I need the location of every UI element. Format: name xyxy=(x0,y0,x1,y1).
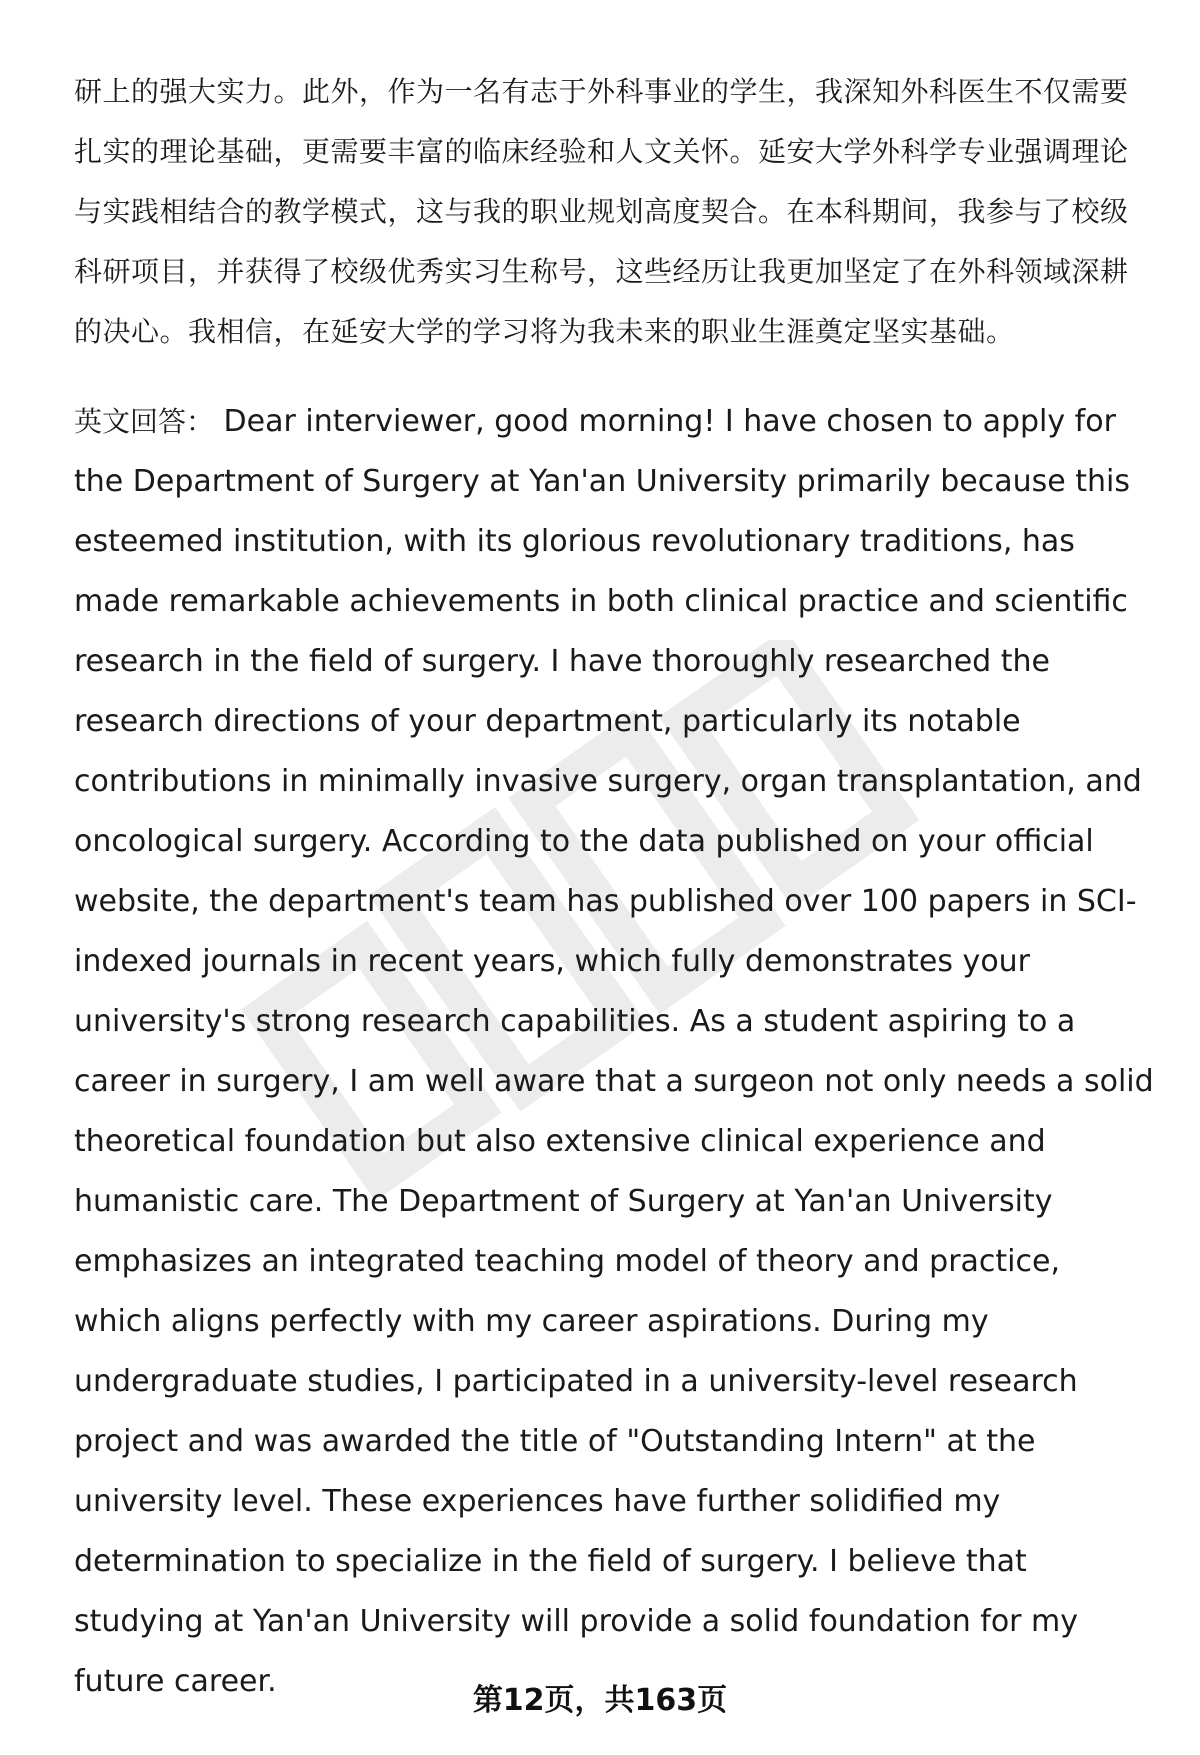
english-answer-label: 英文回答： xyxy=(74,405,215,438)
document-body xyxy=(74,62,1154,1712)
english-answer-text: Dear interviewer, good morning! I have chosen to apply for the Department of Surgery at Yan'an University primarily because this esteemed institution, with its glorious revolutionary traditions, has made remarkable achievements in both clinical practice and scientific research in the field of surgery. I have thoroughly researched the research directions of your department, particularly its notable contributions in minimally invasive surgery, organ transplantation, and oncological surgery. According to the data published on your official website, the department's team has published over 100 papers in SCI-indexed journals in recent years, which fully demonstrates your university's strong research capabilities. As a student aspiring to a career in surgery, I am well aware that a surgeon not only needs a solid theoretical foundation but also extensive clinical experience and humanistic care. The Department of Surgery at Yan'an University emphasizes an integrated teaching model of theory and practice, which aligns perfectly with my career aspirations. During my undergraduate studies, I participated in a university-level research project and was awarded the title of "Outstanding Intern" at the university level. These experiences have further solidified my determination to specialize in the field of surgery. I believe that studying at Yan'an University will provide a solid foundation for my future career. xyxy=(74,404,1154,1699)
english-answer-paragraph xyxy=(74,392,1154,1712)
page-number-footer: 第12页，共163页 xyxy=(472,1683,728,1718)
chinese-answer-paragraph: 研上的强大实力。此外，作为一名有志于外科事业的学生，我深知外科医生不仅需要扎实的理论基础，更需要丰富的临床经验和人文关怀。延安大学外科学专业强调理论与实践相结合的教学模式，这与我的职业规划高度契合。在本科期间，我参与了校级科研项目，并获得了校级优秀实习生称号，这些经历让我更加坚定了在外科领域深耕的决心。我相信，在延安大学的学习将为我未来的职业生涯奠定坚实基础。 xyxy=(74,75,1129,348)
